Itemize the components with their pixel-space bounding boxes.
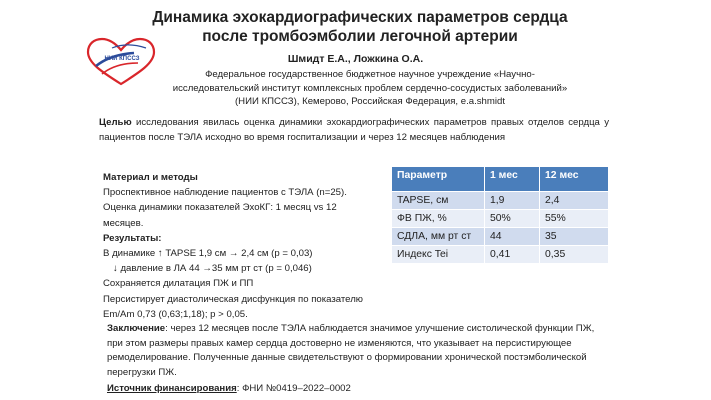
funding-line [107,383,351,394]
affiliation-line-3: (НИИ КПССЗ), Кемерово, Российская Федерация, e.a.shmidt [234,96,505,107]
results-heading: Результаты: [103,232,162,244]
table-cell: 2,4 [540,192,609,210]
methods-section [103,170,373,322]
methods-heading: Материал и методы [103,172,198,183]
methods-line-1: Проспективное наблюдение пациентов с ТЭЛА (n=25). [103,187,347,199]
table-cell: 0,41 [485,246,540,264]
table-cell: 55% [540,210,609,228]
methods-line-2: Оценка динамики показателей ЭхоКГ: 1 месяц vs 12 месяцев. [103,202,337,229]
table-row [392,228,609,246]
affiliation-line-1: Федеральное государственное бюджетное научное учреждение «Научно- [205,69,535,80]
table-cell: 1,9 [485,192,540,210]
table-row [392,192,609,210]
table-cell: Индекс Tei [392,246,485,264]
table-header-row [392,167,609,192]
parameters-table [391,166,609,264]
logo-text: НИИ КПССЗ [104,56,140,62]
authors: Шмидт Е.А., Ложкина О.А. [287,53,424,65]
conclusion-label: Заключение [107,323,166,334]
table-cell: 44 [485,228,540,246]
result-4: Персистирует диастолическая дисфункция по показателю Em/Am 0,73 (0,63;1,18); p > 0,05. [103,293,363,320]
aim-label: Целью [99,117,132,128]
table-row [392,210,609,228]
result-2: ↓ давление в ЛА 44 →35 мм рт ст (p = 0,046) [113,263,312,275]
aim-text: исследования явилась оценка динамики эхокардиографических параметров правых отделов сердца у пациентов после ТЭЛА исходно во время госпитализации и через 12 месяцев наблюдения [99,117,609,143]
header-12-months: 12 мес [540,167,609,192]
title-line-1: Динамика эхокардиографических параметров сердца [152,9,568,26]
affiliation-line-2: исследовательский институт комплексных проблем сердечно-сосудистых заболеваний» [172,82,568,94]
result-1: В динамике ↑ TAPSE 1,9 см → 2,4 см (p = 0,03) [103,248,313,260]
page-title [100,8,620,46]
table-row [392,246,609,264]
table-cell: 50% [485,210,540,228]
table-cell: 0,35 [540,246,609,264]
funding-text: : ФНИ №0419–2022–0002 [236,383,351,394]
table-cell: ФВ ПЖ, % [392,210,485,228]
title-line-2: после тромбоэмболии легочной артерии [202,28,518,45]
aim-paragraph [99,116,609,145]
conclusion-paragraph [107,322,612,380]
table-cell: TAPSE, см [392,192,485,210]
table-cell: СДЛА, мм рт ст [392,228,485,246]
affiliation [130,68,610,109]
table-cell: 35 [540,228,609,246]
result-3: Сохраняется дилатация ПЖ и ПП [103,278,254,290]
funding-label: Источник финансирования [107,383,237,394]
header-1-month: 1 мес [485,167,540,192]
header-parameter: Параметр [392,167,485,192]
conclusion-text: : через 12 месяцев после ТЭЛА наблюдается значимое улучшение систолической функции ПЖ, при этом размеры правых камер сердца достоверно не изменяются, что указывает на персистирующее ремоделирование. Полученные данные свидетельствуют о формировании хронической постэмболической перегрузки ПЖ. [107,323,595,378]
